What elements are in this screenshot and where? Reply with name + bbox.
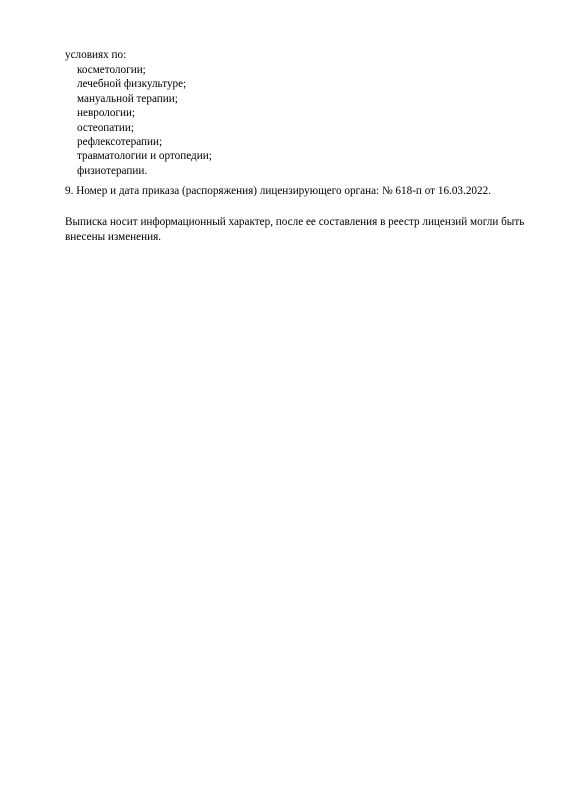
list-item: косметологии; [77, 64, 146, 76]
list-item: травматологии и ортопедии; [77, 150, 212, 163]
order-line: 9. Номер и дата приказа (распоряжения) лицензирующего органа: № 618-п от 16.03.2022. [65, 185, 491, 197]
intro-line: условиях по: [65, 49, 127, 61]
list-item: неврологии; [77, 107, 136, 120]
disclaimer-note: Выписка носит информационный характер, после ее составления в реестр лицензий могли быть внесены изменения. [65, 216, 525, 243]
list-item: лечебной физкультуре; [77, 78, 187, 91]
list-item: рефлексотерапии; [77, 135, 163, 148]
services-list [77, 63, 212, 178]
list-item: мануальной терапии; [77, 92, 178, 105]
list-item: остеопатии; [77, 121, 134, 134]
list-item: физиотерапии. [77, 164, 148, 177]
